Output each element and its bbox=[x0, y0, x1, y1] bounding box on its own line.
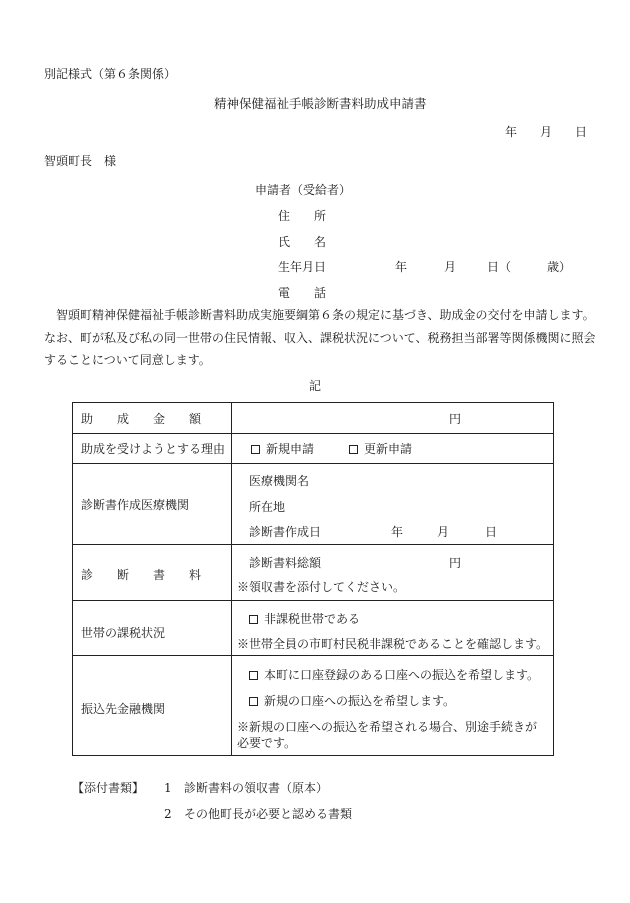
reason-label: 助成を受けようとする理由 bbox=[81, 442, 226, 456]
attachment-item: 診断書料の領収書（原本） bbox=[184, 781, 329, 795]
attachment-number: 2 bbox=[164, 807, 172, 821]
subsidy-amount-unit: 円 bbox=[449, 412, 462, 426]
institution-name-label: 医療機関名 bbox=[249, 474, 310, 488]
tax-exempt-text: 非課税世帯である bbox=[264, 612, 361, 626]
addressee: 智頭町長 様 bbox=[44, 154, 117, 168]
new-account-option[interactable] bbox=[249, 693, 455, 709]
form-reference: 別記様式（第６条関係） bbox=[44, 67, 177, 81]
body-line-3: することについて同意します。 bbox=[44, 353, 211, 367]
row-divider bbox=[73, 544, 553, 545]
registered-account-option[interactable] bbox=[249, 667, 539, 683]
certificate-date-label: 診断書作成日 bbox=[249, 525, 322, 539]
new-application-option[interactable] bbox=[251, 441, 314, 457]
fee-total-unit: 円 bbox=[449, 556, 462, 570]
medical-institution-label: 診断書作成医療機関 bbox=[81, 498, 190, 512]
renewal-option[interactable] bbox=[349, 441, 412, 457]
tax-status-label: 世帯の課税状況 bbox=[81, 626, 166, 640]
applicant-name-label: 氏 名 bbox=[278, 235, 327, 249]
date-day: 日 bbox=[575, 125, 588, 139]
certificate-fee-label: 診 断 書 料 bbox=[81, 568, 202, 582]
new-account-checkbox[interactable] bbox=[249, 697, 258, 706]
attachment-number: 1 bbox=[164, 781, 172, 795]
document-title: 精神保健福祉手帳診断書料助成申請書 bbox=[214, 96, 427, 111]
date-year: 年 bbox=[505, 125, 518, 139]
tax-status-note: ※世帯全員の市町村民税非課税であることを確認します。 bbox=[237, 637, 549, 651]
applicant-address-label: 住 所 bbox=[278, 209, 327, 223]
registered-account-checkbox[interactable] bbox=[249, 671, 258, 680]
certificate-year-label: 年 bbox=[391, 525, 404, 539]
new-account-text: 新規の口座への振込を希望します。 bbox=[264, 694, 456, 708]
applicant-birth-label: 生年月日 bbox=[278, 260, 327, 274]
certificate-day-label: 日 bbox=[485, 525, 498, 539]
registered-account-text: 本町に口座登録のある口座への振込を希望します。 bbox=[264, 668, 540, 682]
row-divider bbox=[73, 655, 553, 656]
applicant-heading: 申請者（受給者） bbox=[255, 183, 352, 197]
applicant-phone-label: 電 話 bbox=[278, 286, 327, 300]
institution-location-label: 所在地 bbox=[249, 500, 286, 514]
new-account-note: ※新規の口座への振込を希望される場合、別途手続きが必要です。 bbox=[237, 720, 538, 750]
certificate-month-label: 月 bbox=[437, 525, 450, 539]
new-application-text: 新規申請 bbox=[266, 442, 315, 456]
tax-exempt-checkbox[interactable] bbox=[249, 615, 258, 624]
fee-total-label: 診断書料総額 bbox=[249, 556, 322, 570]
ki-heading: 記 bbox=[309, 379, 322, 393]
bank-label: 振込先金融機関 bbox=[81, 702, 166, 716]
row-divider bbox=[73, 600, 553, 601]
row-divider bbox=[73, 433, 553, 434]
birth-month-label: 月 bbox=[444, 260, 457, 274]
receipt-note: ※領収書を添付してください。 bbox=[237, 580, 406, 594]
attachment-item: その他町長が必要と認める書類 bbox=[184, 807, 353, 821]
new-application-checkbox[interactable] bbox=[251, 445, 260, 454]
body-line-1: 智頭町精神保健福祉手帳診断書料助成実施要綱第６条の規定に基づき、助成金の交付を申請します。 bbox=[44, 308, 595, 322]
application-table bbox=[72, 402, 554, 756]
tax-exempt-option[interactable] bbox=[249, 611, 360, 627]
column-divider bbox=[231, 403, 232, 755]
row-divider bbox=[73, 463, 553, 464]
subsidy-amount-label: 助 成 金 額 bbox=[81, 412, 202, 426]
date-month: 月 bbox=[540, 125, 553, 139]
body-line-2: なお、町が私及び私の同一世帯の住民情報、収入、課税状況について、税務担当部署等関係機関に照会 bbox=[44, 331, 596, 345]
birth-year-label: 年 bbox=[395, 260, 408, 274]
birth-day-label: 日（ bbox=[487, 260, 512, 274]
renewal-checkbox[interactable] bbox=[349, 445, 358, 454]
attachments-heading: 【添付書類】 bbox=[72, 781, 145, 795]
renewal-text: 更新申請 bbox=[364, 442, 413, 456]
age-label: 歳） bbox=[547, 260, 572, 274]
